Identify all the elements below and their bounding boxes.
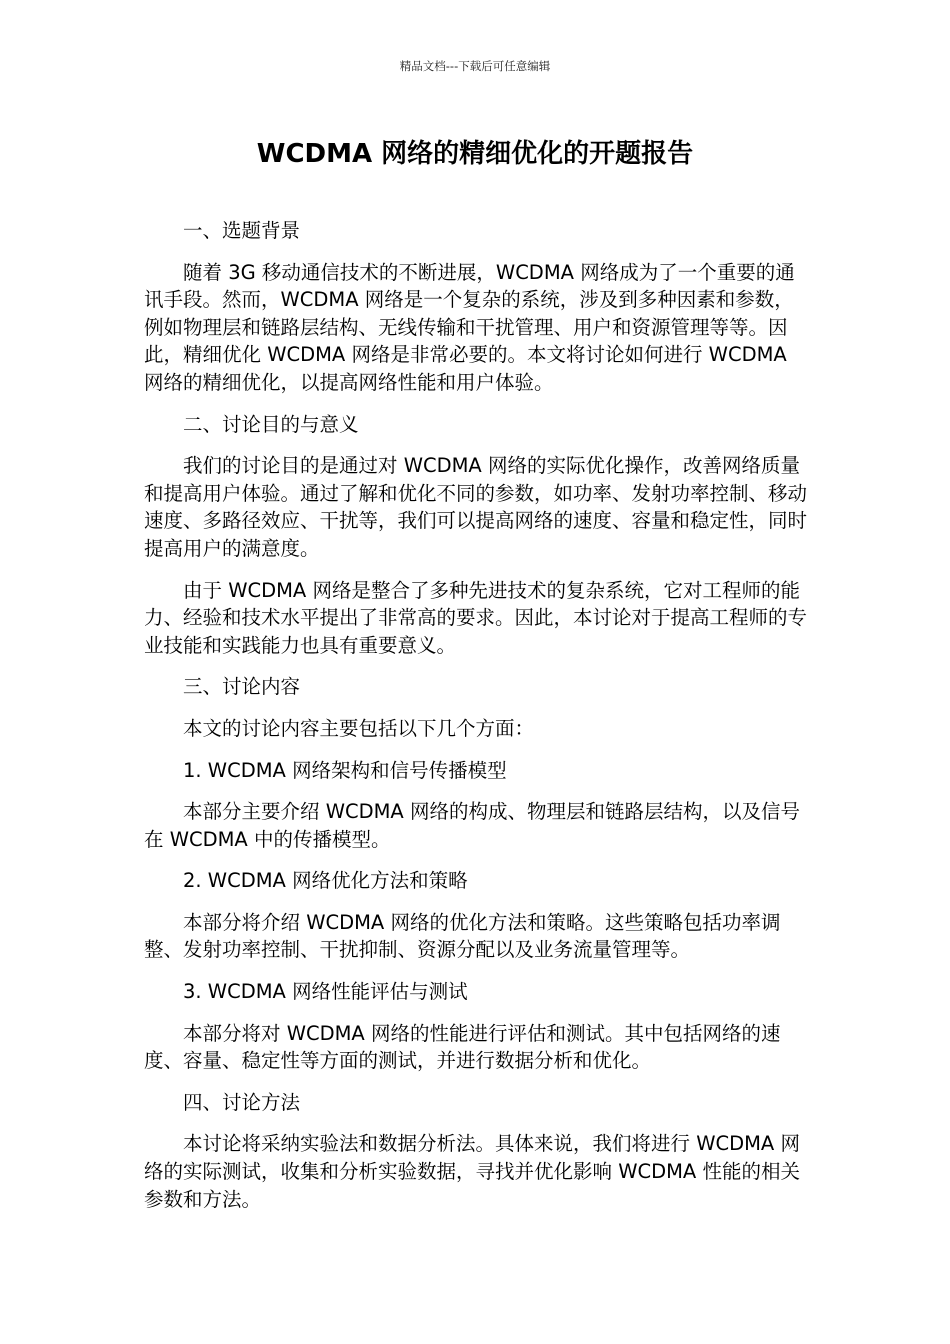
paragraph-background: 随着 3G 移动通信技术的不断进展，WCDMA 网络成为了一个重要的通讯手段。然而，WCDMA 网络是一个复杂的系统，涉及到多种因素和参数，例如物理层和链路层结构、无线传输和干扰管理、用户和资源管理等等。因此，精细优化 WCDMA 网络是非常必要的。本文将讨论如何进行 WCDMA 网络的精细优化，以提高网络性能和用户体验。 bbox=[144, 260, 795, 394]
paragraph-evaluation: 本部分将对 WCDMA 网络的性能进行评估和测试。其中包括网络的速度、容量、稳定性等方面的测试，并进行数据分析和优化。 bbox=[144, 1021, 781, 1073]
document-body bbox=[144, 217, 808, 1227]
section-heading-content: 三、讨论内容 bbox=[183, 675, 301, 699]
paragraph-content-intro: 本文的讨论内容主要包括以下几个方面： bbox=[183, 716, 535, 740]
paragraph-significance: 由于 WCDMA 网络是整合了多种先进技术的复杂系统，它对工程师的能力、经验和技术水平提出了非常高的要求。因此，本讨论对于提高工程师的专业技能和实践能力也具有重要意义。 bbox=[144, 578, 808, 657]
section-heading-purpose: 二、讨论目的与意义 bbox=[183, 412, 359, 436]
section-heading-background: 一、选题背景 bbox=[183, 219, 301, 242]
paragraph-architecture: 本部分主要介绍 WCDMA 网络的构成、物理层和链路层结构，以及信号在 WCDMA 中的传播模型。 bbox=[144, 800, 800, 851]
header-note: 精品文档---下载后可任意编辑 bbox=[399, 59, 551, 73]
subheading-evaluation: 3. WCDMA 网络性能评估与测试 bbox=[183, 980, 468, 1004]
paragraph-optimization: 本部分将介绍 WCDMA 网络的优化方法和策略。这些策略包括功率调整、发射功率控制、干扰抑制、资源分配以及业务流量管理等。 bbox=[144, 910, 781, 962]
subheading-architecture: 1. WCDMA 网络架构和信号传播模型 bbox=[183, 758, 507, 782]
paragraph-method: 本讨论将采纳实验法和数据分析法。具体来说，我们将进行 WCDMA 网络的实际测试，收集和分析实验数据，寻找并优化影响 WCDMA 性能的相关参数和方法。 bbox=[144, 1132, 800, 1211]
paragraph-purpose: 我们的讨论目的是通过对 WCDMA 网络的实际优化操作，改善网络质量和提高用户体验。通过了解和优化不同的参数，如功率、发射功率控制、移动速度、多路径效应、干扰等，我们可以提高网络的速度、容量和稳定性，同时提高用户的满意度。 bbox=[144, 454, 808, 560]
document-title: WCDMA 网络的精细优化的开题报告 bbox=[256, 139, 694, 169]
section-heading-method: 四、讨论方法 bbox=[183, 1090, 301, 1114]
subheading-optimization: 2. WCDMA 网络优化方法和策略 bbox=[183, 869, 468, 893]
